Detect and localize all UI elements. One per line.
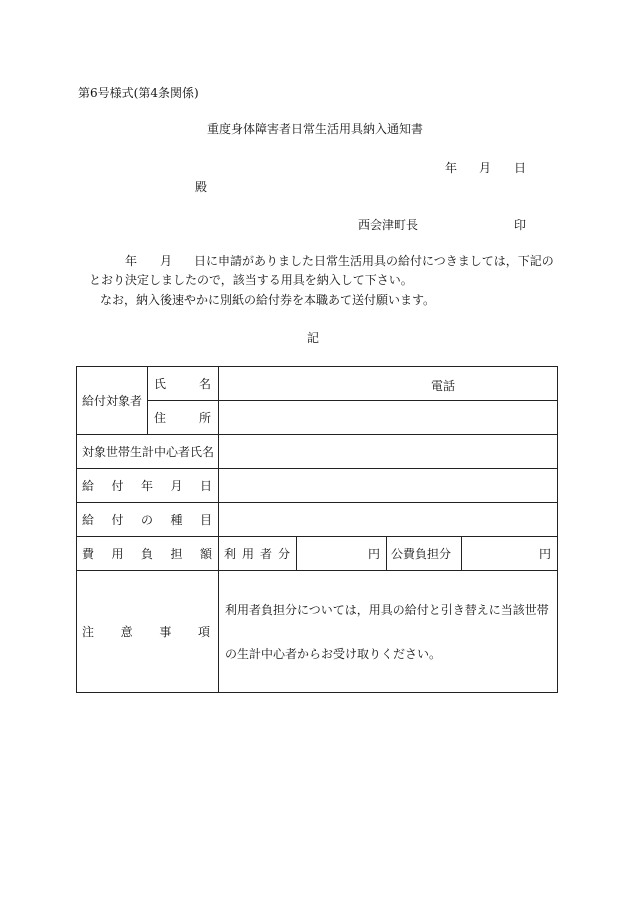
grant-date-char-4: 月: [170, 479, 183, 493]
address-label-cell: [148, 401, 219, 435]
grant-date-char-3: 年: [140, 479, 153, 493]
cost-char-1: 費: [82, 547, 95, 561]
grant-type-label-cell: [77, 503, 219, 537]
recipient-label-cell: [77, 367, 148, 435]
address-label-char-1: 住: [154, 411, 167, 425]
householder-label: 対象世帯生計中心者氏名: [82, 445, 215, 459]
notes-char-1: 注: [82, 625, 95, 639]
body-year-label: 年: [125, 254, 138, 268]
notes-text-cell: [219, 571, 558, 693]
addressee-suffix: 殿: [195, 180, 208, 194]
form-code: 第6号様式(第4条関係): [78, 86, 199, 100]
user-share-yen-unit: 円: [367, 547, 380, 561]
grant-type-char-3: の: [140, 513, 153, 527]
grant-type-field[interactable]: [219, 503, 558, 537]
address-label-char-2: 所: [198, 411, 211, 425]
public-share-yen-unit: 円: [538, 547, 551, 561]
cost-char-4: 担: [170, 547, 183, 561]
document-title: 重度身体障害者日常生活用具納入通知書: [207, 122, 424, 136]
issuer-name: 西会津町長: [358, 218, 419, 232]
notes-line-1: 利用者負担分については，用具の給付と引き替えに当該世帯: [225, 602, 549, 617]
date-year-label: 年: [445, 161, 458, 175]
user-share-char-3: 者: [259, 547, 272, 561]
householder-label-cell: [77, 435, 219, 469]
name-field[interactable]: [219, 367, 558, 401]
user-share-char-2: 用: [241, 547, 254, 561]
user-share-char-4: 分: [277, 547, 290, 561]
grant-type-char-1: 給: [82, 513, 95, 527]
recipient-label: 給付対象者: [82, 394, 143, 408]
householder-field[interactable]: [219, 435, 558, 469]
grant-date-char-1: 給: [82, 479, 95, 493]
cost-char-2: 用: [111, 547, 124, 561]
grant-type-char-4: 種: [170, 513, 183, 527]
grant-type-char-5: 目: [199, 513, 212, 527]
name-label-char-1: 氏: [154, 377, 167, 391]
body-month-label: 月: [160, 254, 173, 268]
grant-date-field[interactable]: [219, 469, 558, 503]
cost-char-3: 負: [140, 547, 153, 561]
grant-date-char-5: 日: [199, 479, 212, 493]
public-share-amount-field[interactable]: [462, 537, 558, 571]
public-share-label: 公費負担分: [391, 547, 452, 561]
name-label-char-2: 名: [198, 377, 211, 391]
cost-char-5: 額: [199, 547, 212, 561]
name-label-cell: [148, 367, 219, 401]
public-share-label-cell: [387, 537, 462, 571]
notes-char-4: 項: [197, 625, 210, 639]
date-month-label: 月: [479, 161, 492, 175]
grant-date-label-cell: [77, 469, 219, 503]
date-day-label: 日: [514, 161, 527, 175]
form-table: [76, 366, 558, 693]
body-line-1: 日に申請がありました日常生活用具の給付につきましては，下記の: [194, 254, 554, 268]
notes-line-2: の生計中心者からお受け取りください。: [225, 646, 442, 661]
body-line-3: なお，納入後速やかに別紙の給付券を本職あて送付願います。: [100, 293, 436, 307]
grant-date-char-2: 付: [111, 479, 124, 493]
user-share-label-cell: [219, 537, 297, 571]
seal-mark: 印: [514, 218, 527, 232]
user-share-amount-field[interactable]: [297, 537, 387, 571]
ki-heading: 記: [307, 331, 320, 345]
notes-char-2: 意: [120, 625, 133, 639]
phone-label: 電話: [431, 379, 456, 393]
grant-type-char-2: 付: [111, 513, 124, 527]
body-line-2: とおり決定しましたので，該当する用具を納入して下さい。: [89, 273, 413, 287]
notes-label-cell: [77, 571, 219, 693]
notes-char-3: 事: [159, 625, 172, 639]
address-field[interactable]: [219, 401, 558, 435]
user-share-char-1: 利: [224, 547, 237, 561]
cost-label-cell: [77, 537, 219, 571]
